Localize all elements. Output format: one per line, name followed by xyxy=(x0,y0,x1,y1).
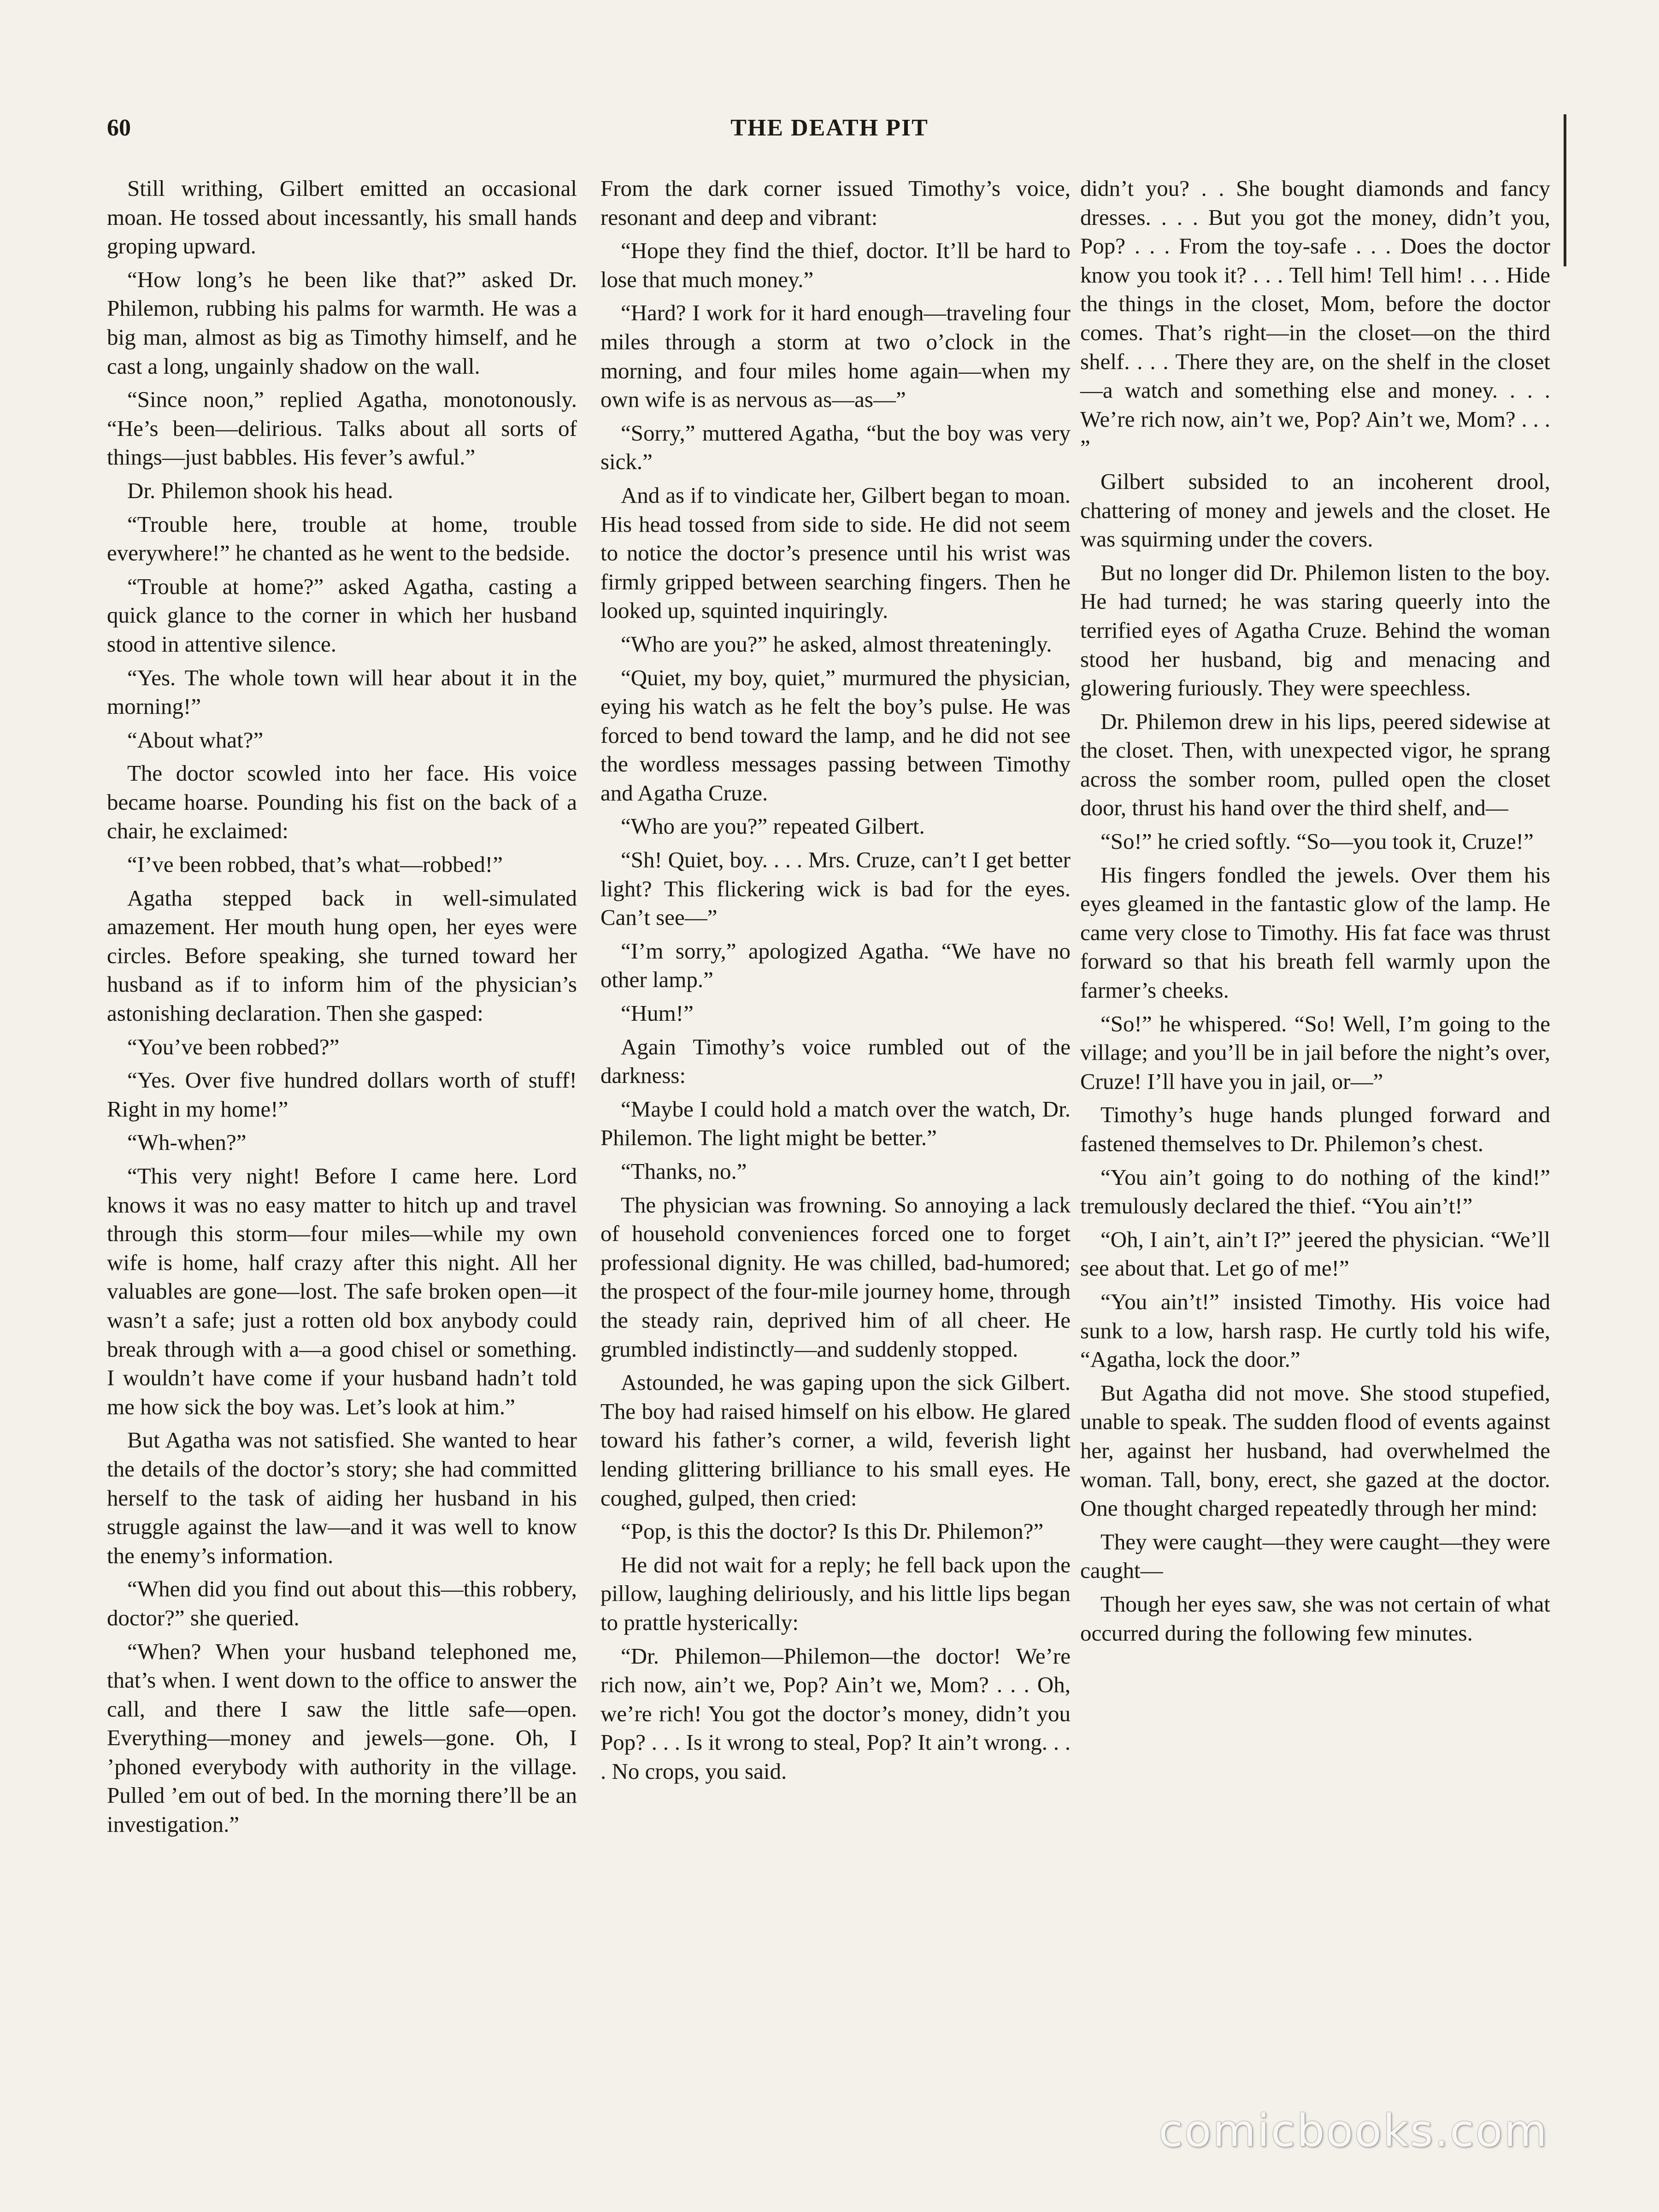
body-paragraph: “Quiet, my boy, quiet,” murmured the physician, eying his watch as he felt the boy’s pulse. He was forced to bend toward the lamp, and he did not see the wordless messages passing between Timothy and Agatha Cruze. xyxy=(600,665,1071,806)
body-paragraph: “Oh, I ain’t, ain’t I?” jeered the physician. “We’ll see about that. Let go of me!” xyxy=(1080,1226,1550,1281)
page-number: 60 xyxy=(107,115,131,141)
body-paragraph: “Yes. Over five hundred dollars worth of stuff! Right in my home!” xyxy=(107,1067,577,1122)
body-paragraph: “So!” he whispered. “So! Well, I’m going to the village; and you’ll be in jail before the night’s over, Cruze! I’ll have you in jail, or—” xyxy=(1080,1011,1550,1094)
body-paragraph: “When did you find out about this—this robbery, doctor?” she queried. xyxy=(107,1576,577,1630)
body-paragraph: From the dark corner issued Timothy’s voice, resonant and deep and vibrant: xyxy=(600,176,1071,230)
body-paragraph: “Yes. The whole town will hear about it in the morning!” xyxy=(107,665,577,719)
body-paragraph: “You ain’t going to do nothing of the kind!” tremulously declared the thief. “You ain’t!” xyxy=(1080,1164,1550,1219)
body-paragraph: Again Timothy’s voice rumbled out of the darkness: xyxy=(600,1034,1071,1088)
text-column-1 xyxy=(107,174,577,1844)
body-paragraph: “You’ve been robbed?” xyxy=(127,1034,340,1059)
body-paragraph: “Dr. Philemon—Philemon—the doctor! We’re rich now, ain’t we, Pop? Ain’t we, Mom? . . . Oh, we’re rich! You got the doctor’s money, didn’t you Pop? . . . Is it wrong to steal, Pop? It ain’t wrong. . . . No crops, you said. xyxy=(600,1643,1071,1784)
body-paragraph: “When? When your husband telephoned me, that’s when. I went down to the office to answer the call, and there I saw the little safe—open. Everything—money and jewels—gone. Oh, I ’phoned everybody with authority in the village. Pulled ’em out of bed. In the morning there’ll be an investigation.” xyxy=(107,1638,577,1837)
body-paragraph: “Sh! Quiet, boy. . . . Mrs. Cruze, can’t I get better light? This flickering wick is bad for the eyes. Can’t see—” xyxy=(600,847,1071,930)
text-column-3 xyxy=(1080,174,1550,1652)
body-paragraph: “Wh-when?” xyxy=(127,1130,247,1155)
page-edge-rule xyxy=(1564,114,1566,266)
body-paragraph: Timothy’s huge hands plunged forward and fastened themselves to Dr. Philemon’s chest. xyxy=(1080,1102,1550,1156)
body-paragraph: Still writhing, Gilbert emitted an occasional moan. He tossed about incessantly, his small hands groping upward. xyxy=(107,176,577,259)
body-paragraph: “This very night! Before I came here. Lord knows it was no easy matter to hitch up and travel through this storm—four miles—while my own wife is home, half crazy after this night. All her valuables are gone—lost. The safe broken open—it wasn’t a safe; just a rotten old box anybody could break through with a—a good chisel or something. I wouldn’t have come if your husband hadn’t told me how sick the boy was. Let’s look at him.” xyxy=(107,1163,577,1419)
body-paragraph: “I’ve been robbed, that’s what—robbed!” xyxy=(127,852,503,877)
body-paragraph: And as if to vindicate her, Gilbert began to moan. His head tossed from side to side. He did not seem to notice the doctor’s presence until his wrist was firmly gripped between searching fingers. Then he looked up, squinted inquiringly. xyxy=(600,482,1071,624)
text-column-2 xyxy=(600,174,1071,1790)
body-paragraph: “Pop, is this the doctor? Is this Dr. Philemon?” xyxy=(621,1518,1044,1544)
body-paragraph: “Since noon,” replied Agatha, monotonously. “He’s been—delirious. Talks about all sorts of things—just babbles. His fever’s awful.” xyxy=(107,387,577,470)
body-paragraph: His fingers fondled the jewels. Over them his eyes gleamed in the fantastic glow of the lamp. He came very close to Timothy. His fat face was thrust forward so that his breath fell warmly upon the farmer’s cheeks. xyxy=(1080,862,1550,1003)
body-paragraph: “Sorry,” muttered Agatha, “but the boy was very sick.” xyxy=(600,420,1071,475)
body-paragraph: Dr. Philemon drew in his lips, peered sidewise at the closet. Then, with unexpected vigor, he sprang across the somber room, pulled open the closet door, thrust his hand over the third shelf, and— xyxy=(1080,708,1550,821)
body-paragraph: Astounded, he was gaping upon the sick Gilbert. The boy had raised himself on his elbow. He glared toward his father’s corner, a wild, feverish light lending glittering brilliance to his small eyes. He coughed, gulped, then cried: xyxy=(600,1370,1071,1511)
body-paragraph: “Trouble here, trouble at home, trouble everywhere!” he chanted as he went to the bedside. xyxy=(107,511,577,566)
body-paragraph: Agatha stepped back in well-simulated amazement. Her mouth hung open, her eyes were circles. Before speaking, she turned toward her husband as if to inform him of the physician’s astonishing declaration. Then she gasped: xyxy=(107,885,577,1026)
body-paragraph: “Trouble at home?” asked Agatha, casting a quick glance to the corner in which her husband stood in attentive silence. xyxy=(107,573,577,657)
body-paragraph: didn’t you? . . She bought diamonds and fancy dresses. . . . But you got the money, didn’t you, Pop? . . . From the toy-safe . . . Does the doctor know you took it? . . . Tell him! Tell him! . . . Hide the things in the closet, Mom, before the doctor comes. That’s right—in the closet—on the third shelf. . . . There they are, on the shelf in the closet—a watch and something else and money. . . . We’re rich now, ain’t we, Pop? Ain’t we, Mom? . . . ” xyxy=(1080,176,1550,461)
body-paragraph: Gilbert subsided to an incoherent drool, chattering of money and jewels and the closet. He was squirming under the covers. xyxy=(1080,468,1550,552)
body-paragraph: “Hard? I work for it hard enough—traveling four miles through a storm at two o’clock in the morning, and four miles home again—when my own wife is as nervous as—as—” xyxy=(600,300,1071,412)
running-head: THE DEATH PIT xyxy=(730,115,929,141)
body-paragraph: “Thanks, no.” xyxy=(621,1159,747,1184)
site-watermark: comicbooks.com xyxy=(1158,2105,1548,2157)
body-paragraph: But Agatha was not satisfied. She wanted to hear the details of the doctor’s story; she had committed herself to the task of aiding her husband in his struggle against the law—and it was well to know the enemy’s information. xyxy=(107,1427,577,1568)
body-paragraph: The doctor scowled into her face. His voice became hoarse. Pounding his fist on the back of a chair, he exclaimed: xyxy=(107,760,577,844)
body-paragraph: “I’m sorry,” apologized Agatha. “We have no other lamp.” xyxy=(600,938,1071,993)
body-paragraph: But Agatha did not move. She stood stupefied, unable to speak. The sudden flood of events against her, against her husband, had overwhelmed the woman. Tall, bony, erect, she gazed at the doctor. One thought charged repeatedly through her mind: xyxy=(1080,1380,1550,1521)
body-paragraph: “About what?” xyxy=(127,727,264,753)
body-paragraph: “How long’s he been like that?” asked Dr. Philemon, rubbing his palms for warmth. He was a big man, almost as big as Timothy himself, and he cast a long, ungainly shadow on the wall. xyxy=(107,266,577,379)
body-paragraph: “Hum!” xyxy=(621,1000,694,1026)
body-paragraph: They were caught—they were caught—they were caught— xyxy=(1080,1529,1550,1583)
body-paragraph: Dr. Philemon shook his head. xyxy=(127,477,394,503)
body-paragraph: “Who are you?” he asked, almost threateningly. xyxy=(621,631,1052,657)
body-paragraph: But no longer did Dr. Philemon listen to the boy. He had turned; he was staring queerly into the terrified eyes of Agatha Cruze. Behind the woman stood her husband, big and menacing and glowering furiously. They were speechless. xyxy=(1080,559,1550,701)
body-paragraph: “You ain’t!” insisted Timothy. His voice had sunk to a low, harsh rasp. He curtly told his wife, “Agatha, lock the door.” xyxy=(1080,1288,1550,1372)
body-paragraph: “Who are you?” repeated Gilbert. xyxy=(621,813,925,839)
body-paragraph: “Maybe I could hold a match over the watch, Dr. Philemon. The light might be better.” xyxy=(600,1096,1071,1151)
body-paragraph: “Hope they find the thief, doctor. It’ll be hard to lose that much money.” xyxy=(600,238,1071,292)
body-paragraph: “So!” he cried softly. “So—you took it, Cruze!” xyxy=(1100,829,1534,854)
body-paragraph: The physician was frowning. So annoying a lack of household conveniences forced one to forget professional dignity. He was chilled, bad-humored; the prospect of the four-mile journey home, through the steady rain, deprived him of all cheer. He grumbled indistinctly—and suddenly stopped. xyxy=(600,1192,1071,1362)
body-paragraph: He did not wait for a reply; he fell back upon the pillow, laughing deliriously, and his little lips began to prattle hysterically: xyxy=(600,1552,1071,1635)
body-paragraph: Though her eyes saw, she was not certain of what occurred during the following few minutes. xyxy=(1080,1591,1550,1646)
